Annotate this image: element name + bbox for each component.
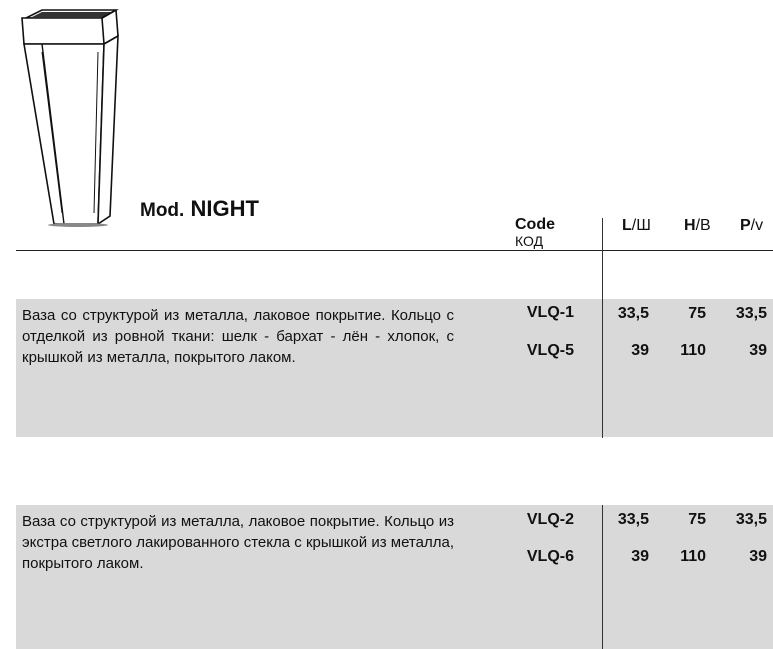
product-2-p-1: 33,5 xyxy=(735,511,767,528)
header-height-rest: /В xyxy=(695,217,711,234)
header-code-label: Code xyxy=(515,216,555,233)
header-height-bold: H xyxy=(684,217,696,234)
model-prefix: Mod. xyxy=(140,200,185,221)
header-divider xyxy=(16,250,773,251)
header-depth-bold: P xyxy=(740,217,751,234)
header-depth-rest: /v xyxy=(750,217,764,234)
product-1-code-2: VLQ-5 xyxy=(526,342,574,359)
header-code xyxy=(515,216,555,248)
product-1-p-2: 39 xyxy=(749,342,767,359)
model-title xyxy=(140,196,259,222)
product-1-h-1: 75 xyxy=(688,305,706,322)
header-height xyxy=(684,217,711,235)
header-depth xyxy=(740,217,763,235)
product-2-code-2: VLQ-6 xyxy=(526,548,574,565)
product-1-l-1: 33,5 xyxy=(617,305,649,322)
product-2-l-1: 33,5 xyxy=(617,511,649,528)
header-length-bold: L xyxy=(622,217,632,234)
product-1-p-1: 33,5 xyxy=(735,305,767,322)
model-name: NIGHT xyxy=(190,196,259,221)
header-code-sublabel: КОД xyxy=(515,233,544,249)
vase-illustration xyxy=(14,8,126,230)
product-2-description: Ваза со структурой из металла, лаковое покрытие. Кольцо из экстра светлого лакированного стекла с крышкой из металла, покрытого лаком. xyxy=(22,513,454,572)
header-length-rest: /Ш xyxy=(631,217,651,234)
product-1-l-2: 39 xyxy=(631,342,649,359)
product-1-description: Ваза со структурой из металла, лаковое покрытие. Кольцо с отделкой из ровной ткани: шелк - бархат - лён - хлопок, с крышкой из металла, покрытого лаком. xyxy=(22,307,454,366)
product-1-code-1: VLQ-1 xyxy=(526,304,574,321)
header-length xyxy=(622,217,651,235)
product-2-h-2: 110 xyxy=(680,548,706,565)
product-2-h-1: 75 xyxy=(688,511,706,528)
product-2-p-2: 39 xyxy=(749,548,767,565)
product-2-code-1: VLQ-2 xyxy=(526,511,574,528)
product-1-h-2: 110 xyxy=(680,342,706,359)
column-divider-1 xyxy=(602,218,603,438)
product-2-l-2: 39 xyxy=(631,548,649,565)
